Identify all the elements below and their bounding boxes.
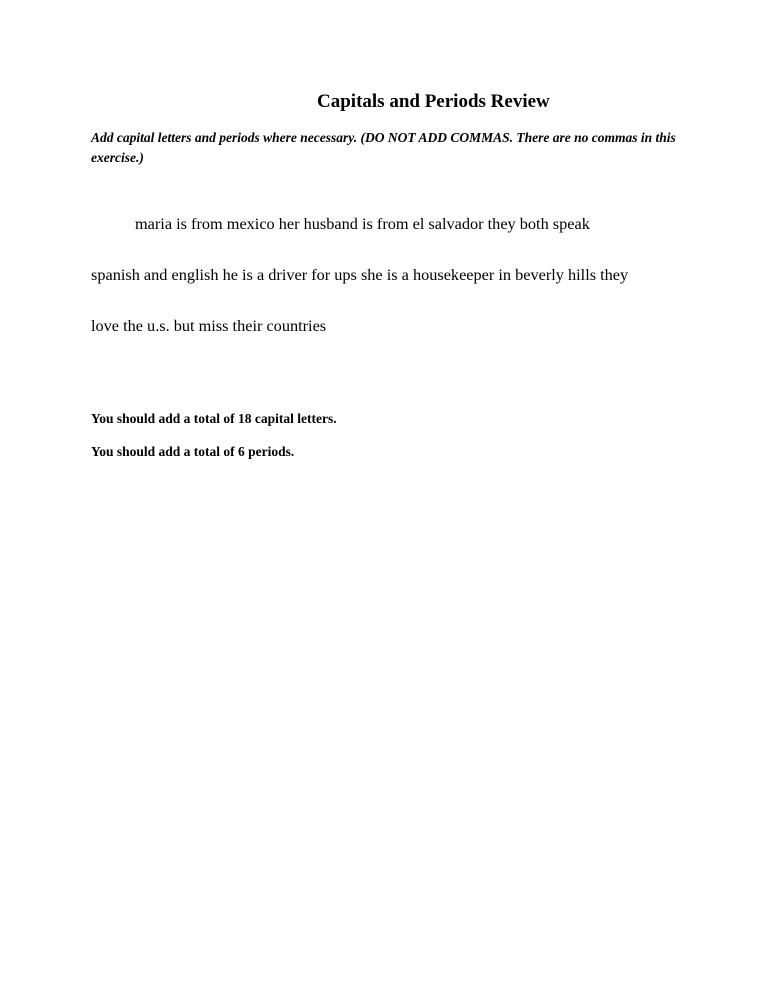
- page-title: Capitals and Periods Review: [317, 91, 550, 112]
- capital-letters-note: You should add a total of 18 capital letters.: [91, 411, 337, 426]
- instructions-text: Add capital letters and periods where necessary. (DO NOT ADD COMMAS. There are no commas in this exercise.): [91, 130, 676, 165]
- exercise-line: maria is from mexico her husband is from el salvador they both speak: [135, 214, 590, 233]
- exercise-line: love the u.s. but miss their countries: [91, 316, 327, 335]
- exercise-line: spanish and english he is a driver for ups she is a housekeeper in beverly hills they: [91, 265, 629, 284]
- periods-note: You should add a total of 6 periods.: [91, 444, 295, 459]
